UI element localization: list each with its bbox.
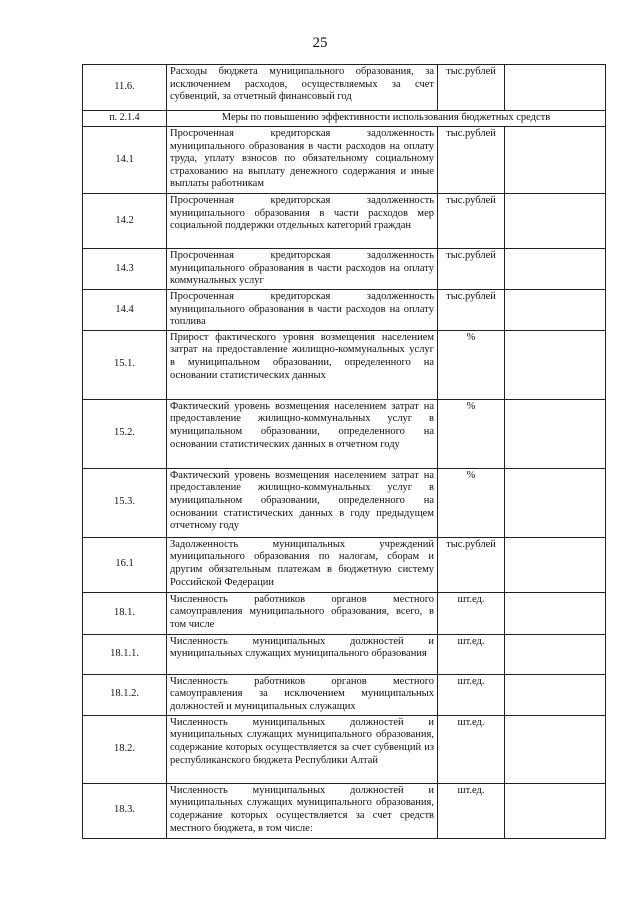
row-description: Численность муниципальных должностей и муниципальных служащих муниципального образования, содержание которых осуществляется за счет средств местного бюджета, в том числе: (167, 783, 438, 838)
row-unit: тыс.рублей (438, 537, 505, 592)
row-description: Численность муниципальных должностей и муниципальных служащих муниципального образования (167, 634, 438, 674)
row-value (505, 127, 606, 194)
row-number: 18.1.1. (83, 634, 167, 674)
row-value (505, 715, 606, 783)
row-description: Фактический уровень возмещения населением затрат на предоставление жилищно-коммунальных услуг в муниципальном образовании, определенного на основании статистических данных в отчетном году (167, 399, 438, 468)
section-number: п. 2.1.4 (83, 111, 167, 127)
row-unit: тыс.рублей (438, 127, 505, 194)
row-value (505, 399, 606, 468)
row-description: Просроченная кредиторская задолженность муниципального образования в части расходов на оплату коммунальных услуг (167, 249, 438, 290)
row-number: 15.2. (83, 399, 167, 468)
row-unit: шт.ед. (438, 674, 505, 715)
row-value (505, 290, 606, 331)
row-number: 18.1.2. (83, 674, 167, 715)
section-title: Меры по повышению эффективности использования бюджетных средств (167, 111, 606, 127)
row-number: 14.1 (83, 127, 167, 194)
table-row (83, 537, 606, 592)
row-number: 18.1. (83, 592, 167, 634)
row-unit: шт.ед. (438, 715, 505, 783)
row-number: 14.4 (83, 290, 167, 331)
row-description: Просроченная кредиторская задолженность муниципального образования в части расходов на оплату труда, уплату взносов по обязательному социальному страхованию на выплату денежного содержания и иные выплаты работникам (167, 127, 438, 194)
table-row (83, 399, 606, 468)
row-description: Численность работников органов местного самоуправления за исключением муниципальных должностей и муниципальных служащих (167, 674, 438, 715)
row-number: 11.6. (83, 65, 167, 111)
row-number: 14.3 (83, 249, 167, 290)
table-row (83, 674, 606, 715)
table-row (83, 290, 606, 331)
table-row (83, 634, 606, 674)
row-unit: шт.ед. (438, 783, 505, 838)
row-number: 18.3. (83, 783, 167, 838)
row-unit: шт.ед. (438, 634, 505, 674)
row-description: Прирост фактического уровня возмещения населением затрат на предоставление жилищно-коммунальных услуг в муниципальном образовании, определенного на основании статистических данных (167, 330, 438, 399)
row-number: 15.1. (83, 330, 167, 399)
table-row (83, 249, 606, 290)
row-unit: тыс.рублей (438, 249, 505, 290)
row-unit: % (438, 330, 505, 399)
row-value (505, 592, 606, 634)
row-value (505, 468, 606, 537)
row-number: 18.2. (83, 715, 167, 783)
row-unit: тыс.рублей (438, 194, 505, 249)
row-number: 16.1 (83, 537, 167, 592)
row-value (505, 674, 606, 715)
table-row (83, 468, 606, 537)
row-value (505, 194, 606, 249)
row-description: Задолженность муниципальных учреждений муниципального образования по налогам, сборам и другим обязательным платежам в бюджетную систему Российской Федерации (167, 537, 438, 592)
row-description: Численность работников органов местного самоуправления муниципального образования, всего, в том числе (167, 592, 438, 634)
row-number: 15.3. (83, 468, 167, 537)
row-unit: шт.ед. (438, 592, 505, 634)
row-description: Фактический уровень возмещения населением затрат на предоставление жилищно-коммунальных услуг в муниципальном образовании, определенного на основании статистических данных в году предыдущем отчетному году (167, 468, 438, 537)
section-row (83, 111, 606, 127)
row-description: Просроченная кредиторская задолженность муниципального образования в части расходов на оплату топлива (167, 290, 438, 331)
row-unit: % (438, 399, 505, 468)
row-description: Просроченная кредиторская задолженность муниципального образования в части расходов мер социальной поддержки отдельных категорий граждан (167, 194, 438, 249)
table-row (83, 715, 606, 783)
table-row (83, 592, 606, 634)
page-number: 25 (312, 35, 328, 51)
table-row (83, 330, 606, 399)
row-number: 14.2 (83, 194, 167, 249)
row-value (505, 634, 606, 674)
table-row (83, 65, 606, 111)
row-value (505, 783, 606, 838)
row-unit: тыс.рублей (438, 65, 505, 111)
row-description: Численность муниципальных должностей и муниципальных служащих муниципального образования, содержание которых осуществляется за счет субвенций из республиканского бюджета Республики Алтай (167, 715, 438, 783)
row-value (505, 330, 606, 399)
table-row (83, 783, 606, 838)
row-value (505, 537, 606, 592)
table-row (83, 127, 606, 194)
table-row (83, 194, 606, 249)
row-description: Расходы бюджета муниципального образования, за исключением расходов, осуществляемых за счет субвенций, за отчетный финансовый год (167, 65, 438, 111)
indicator-table (82, 64, 606, 839)
row-value (505, 65, 606, 111)
row-unit: % (438, 468, 505, 537)
row-unit: тыс.рублей (438, 290, 505, 331)
row-value (505, 249, 606, 290)
